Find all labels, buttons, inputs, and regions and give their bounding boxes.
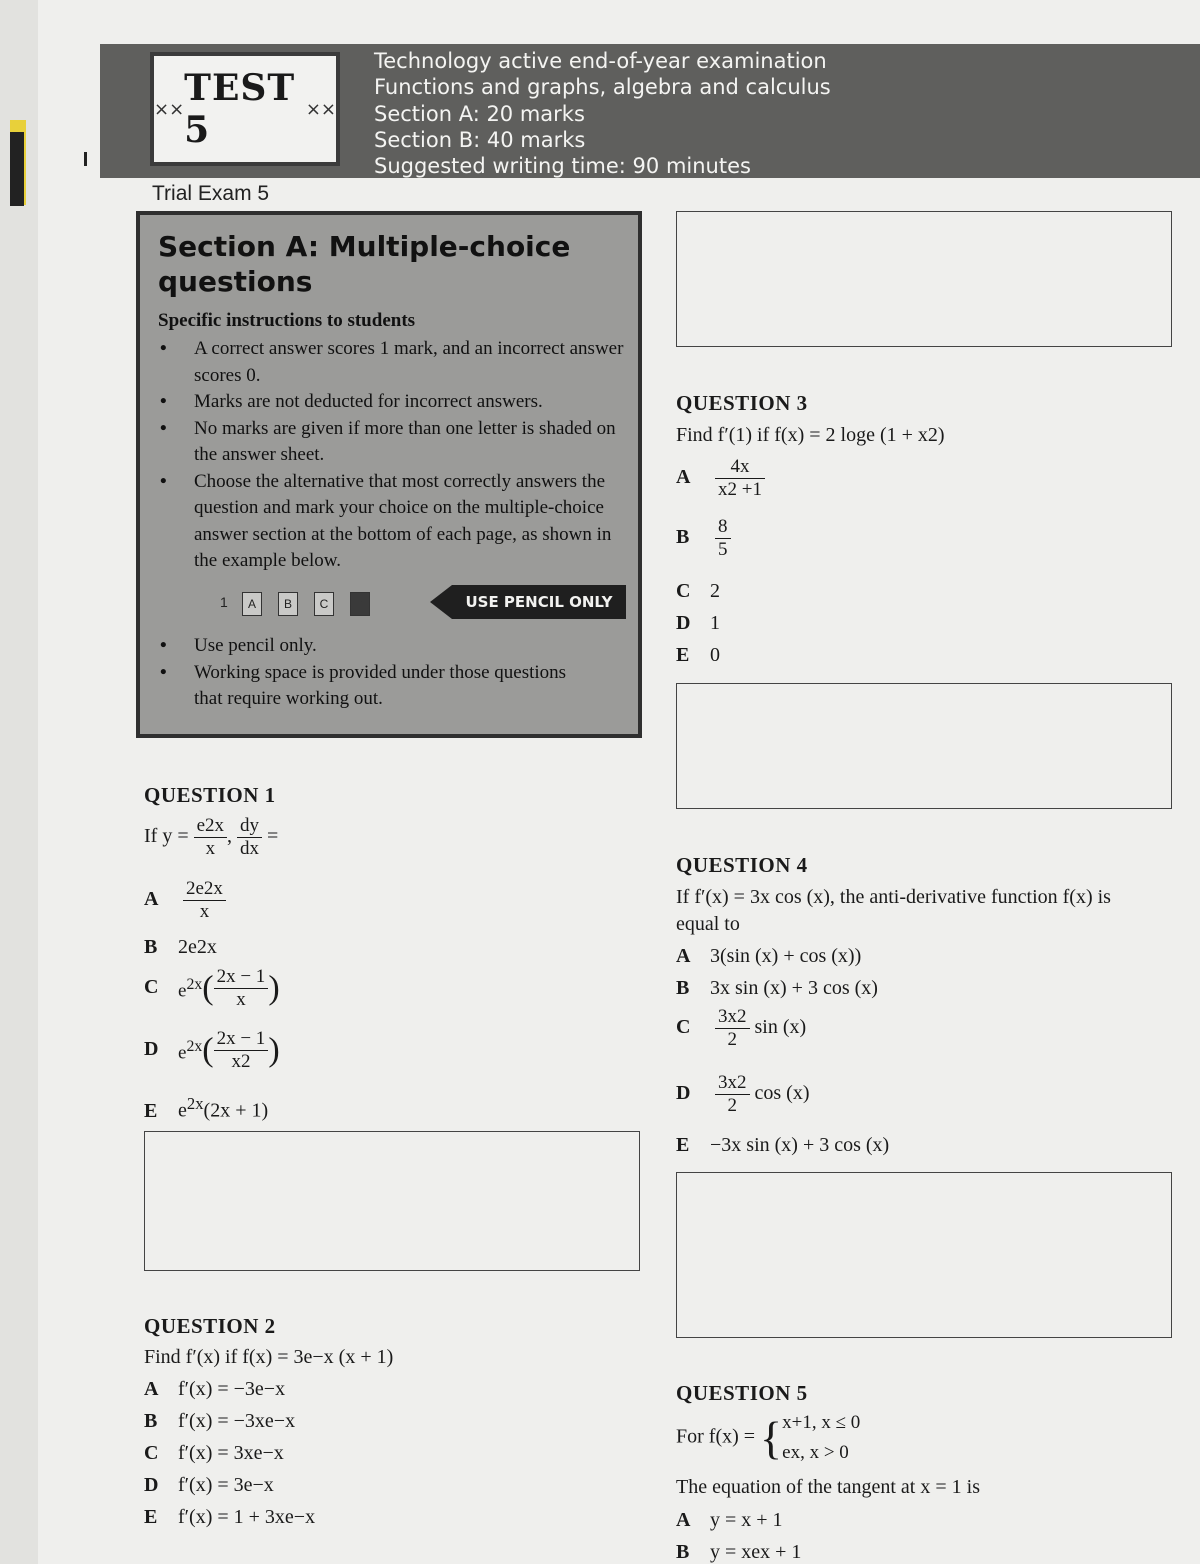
question-2-heading: QUESTION 2 xyxy=(144,1314,276,1338)
instruction-item: • Working space is provided under those questions that require working out. xyxy=(158,660,578,713)
instruction-item: • Choose the alternative that most correctly answers the question and mark your choice on the multiple-choice answer section at the bottom of each page, as shown in the example below. xyxy=(158,469,628,575)
pencil-label: USE PENCIL ONLY xyxy=(452,585,626,619)
example-bubble-a: A xyxy=(242,592,262,616)
header-line: Suggested writing time: 90 minutes xyxy=(374,154,751,179)
example-number: 1 xyxy=(220,594,228,610)
instructions-list-2 xyxy=(158,633,578,713)
question-2-option-a: A f′(x) = −3e−x xyxy=(144,1378,286,1400)
question-4-option-c: C $\frac{3x2}{2}$ sin (x) xyxy=(676,1006,807,1050)
pencil-banner xyxy=(430,585,630,619)
instruction-item: • A correct answer scores 1 mark, and an incorrect answer scores 0. xyxy=(158,336,628,389)
question-3-option-d: D 1 xyxy=(676,612,720,634)
header-line: Technology active end-of-year examination xyxy=(374,49,827,73)
question-1-working-space[interactable] xyxy=(144,1131,640,1271)
question-1-option-a: A $\frac{2e2x}{x}$ xyxy=(144,878,226,923)
margin-tick xyxy=(84,152,87,166)
section-title: Section A: Multiple-choice questions xyxy=(158,230,571,298)
instruction-item: • Use pencil only. xyxy=(158,633,578,660)
example-bubble-c: C xyxy=(314,592,334,616)
question-2-option-e: E f′(x) = 1 + 3xe−x xyxy=(144,1506,316,1528)
question-4-option-d: D $\frac{3x2}{2}$ cos (x) xyxy=(676,1072,810,1116)
question-2-option-d: D f′(x) = 3e−x xyxy=(144,1474,274,1496)
instruction-item: • No marks are given if more than one letter is shaded on the answer sheet. xyxy=(158,416,628,469)
question-2-stem: Find f′(x) if f(x) = 3e−x (x + 1) xyxy=(144,1346,394,1368)
question-3-stem: Find f′(1) if f(x) = 2 loge (1 + x2) xyxy=(676,424,945,446)
pencil-tip-icon xyxy=(430,585,452,619)
question-1-option-c: C $e^{2x}$( $\frac{2x - 1}{x}$ ) xyxy=(144,966,280,1010)
header-line: Section B: 40 marks xyxy=(374,127,586,152)
instructions-list xyxy=(158,336,628,575)
test-label: TEST 5 xyxy=(184,67,296,151)
black-tab-marker xyxy=(10,132,24,206)
question-1-option-b: B 2e2x xyxy=(144,936,217,958)
question-1-option-e: E $e^{2x}(2x + 1)$ xyxy=(144,1094,269,1122)
question-5-stem-2: The equation of the tangent at x = 1 is xyxy=(676,1476,980,1498)
question-5-option-b: B y = xex + 1 xyxy=(676,1541,802,1563)
question-4-stem-line-1: If f′(x) = 3x cos (x), the anti-derivative function f(x) is xyxy=(676,886,1111,908)
question-4-working-space[interactable] xyxy=(676,1172,1172,1338)
trial-exam-label: Trial Exam 5 xyxy=(152,182,270,205)
question-1-option-d: D $e^{2x}$( $\frac{2x - 1}{x2}$ ) xyxy=(144,1028,280,1072)
question-3-option-c: C 2 xyxy=(676,580,720,602)
question-2-option-c: C f′(x) = 3xe−x xyxy=(144,1442,284,1464)
question-4-option-e: E −3x sin (x) + 3 cos (x) xyxy=(676,1134,890,1156)
test-label-box: ×× TEST 5 ×× xyxy=(150,52,340,166)
header-lines xyxy=(374,48,831,179)
question-5-option-a: A y = x + 1 xyxy=(676,1509,783,1531)
page-edge-shadow xyxy=(0,0,38,1564)
question-3-working-space[interactable] xyxy=(676,683,1172,809)
example-bubble-b: B xyxy=(278,592,298,616)
header-line: Functions and graphs, algebra and calculus xyxy=(374,75,831,100)
top-working-space[interactable] xyxy=(676,211,1172,347)
question-1-stem: If y = $\frac{e2x}{x}$ , $\frac{dy}{dx}$ = xyxy=(144,815,279,859)
instructions-subtitle: Specific instructions to students xyxy=(158,310,416,331)
question-4-option-a: A 3(sin (x) + cos (x)) xyxy=(676,945,862,967)
question-2-option-b: B f′(x) = −3xe−x xyxy=(144,1410,296,1432)
question-4-heading: QUESTION 4 xyxy=(676,853,808,877)
example-bubble-d-shaded: D xyxy=(350,592,370,616)
instruction-item: • Marks are not deducted for incorrect answers. xyxy=(158,389,628,416)
question-4-stem-line-2: equal to xyxy=(676,913,740,935)
question-3-option-b: B $\frac{8}{5}$ xyxy=(676,516,731,561)
question-3-heading: QUESTION 3 xyxy=(676,391,808,415)
question-5-stem: For f(x) = { x+1, x ≤ 0 ex, x > 0 xyxy=(676,1412,861,1464)
question-3-option-e: E 0 xyxy=(676,644,720,666)
header-line: Section A: 20 marks xyxy=(374,101,585,126)
question-3-option-a: A $\frac{4x}{x2 +1}$ xyxy=(676,456,765,501)
question-1-heading: QUESTION 1 xyxy=(144,783,276,807)
instructions-box xyxy=(136,211,642,738)
question-4-option-b: B 3x sin (x) + 3 cos (x) xyxy=(676,977,878,999)
question-5-heading: QUESTION 5 xyxy=(676,1381,808,1405)
